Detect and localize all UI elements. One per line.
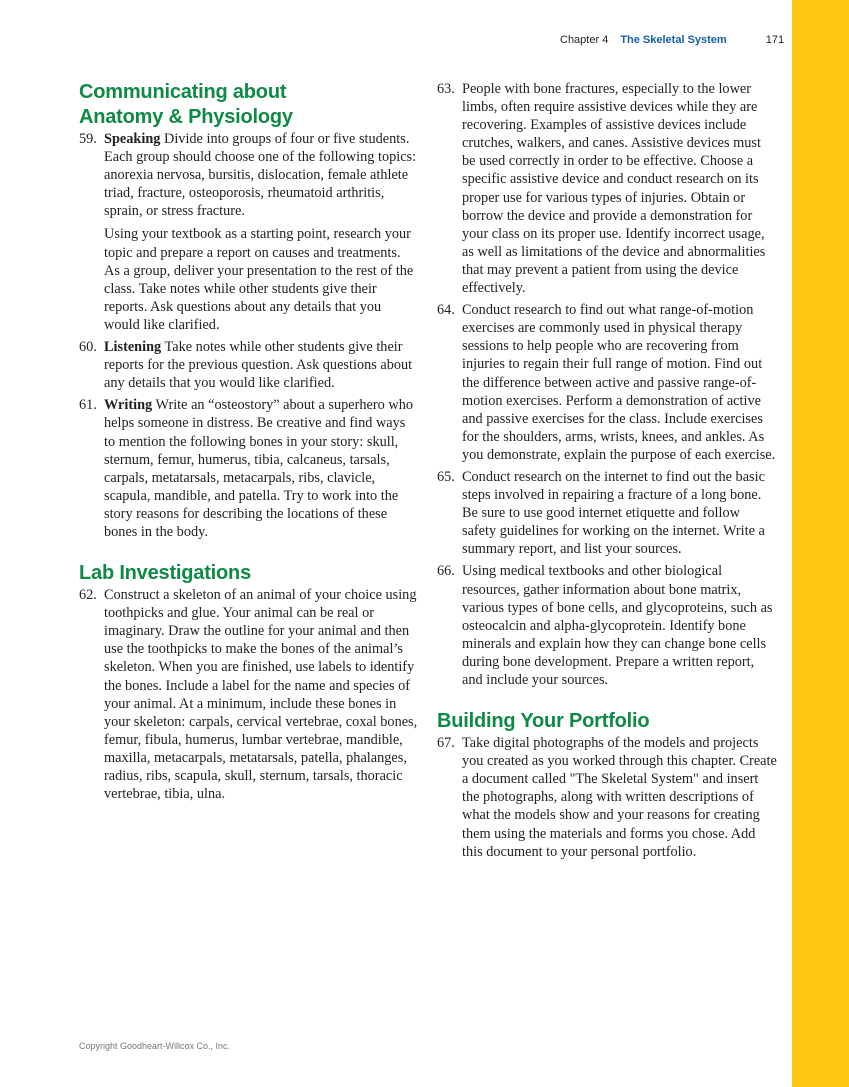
question-number: 67. (437, 735, 455, 752)
question-number: 64. (437, 302, 455, 319)
section-heading-portfolio: Building Your Portfolio (437, 710, 650, 733)
right-column (437, 80, 777, 861)
page-number: 171 (765, 34, 785, 46)
question-67 (437, 734, 777, 861)
question-text: Conduct research on the internet to find out the basic steps involved in repairing a fracture of a long bone. Be sure to use good internet etiquette and follow safety guidelines for working on the internet. Write a summary report, and list your sources. (462, 468, 765, 558)
question-63 (437, 80, 777, 297)
copyright-footer: Copyright Goodheart-Willcox Co., Inc. (79, 1041, 231, 1051)
question-59 (79, 130, 419, 220)
question-65 (437, 468, 777, 558)
question-64 (437, 301, 777, 464)
question-number: 60. (79, 339, 97, 356)
question-number: 62. (79, 587, 97, 604)
running-head (560, 34, 784, 52)
question-number: 66. (437, 563, 455, 580)
chapter-side-bar (792, 0, 849, 1087)
question-text: Using medical textbooks and other biological resources, gather information about bone matrix, various types of bone cells, and glycoproteins, such as osteocalcin and alpha-glycoprotein. Identify bone minerals and explain how they can change bone cells during bone development. Prepare a written report, and include your sources. (462, 563, 773, 688)
question-lead: Speaking (104, 131, 161, 147)
section-heading-lab: Lab Investigations (79, 562, 251, 585)
question-number: 65. (437, 468, 455, 485)
question-text: Take digital photographs of the models and projects you created as you worked through this chapter. Create a document called "The Skeletal System" and insert the photographs, along with written descriptions of what the models show and your reasons for creating them using the materials and forms you chose. Add this document to your personal portfolio. (462, 735, 777, 860)
question-number: 63. (437, 81, 455, 97)
section-heading-communicating (79, 80, 419, 130)
question-66 (437, 562, 777, 689)
question-text: Write an “osteostory” about a superhero who helps someone in distress. Be creative and find ways to mention the following bones in your story: skull, sternum, femur, humerus, tibia, calcaneus, tarsals, carpals, metatarsals, metacarpals, ribs, clavicle, scapula, mandible, and patella. Try to work into the story reasons for describing the locations of these bones in the body. (104, 397, 413, 540)
question-lead: Listening (104, 339, 162, 356)
question-text: Conduct research to find out what range-of-motion exercises are commonly used in physical therapy sessions to help people who are recovering from injuries to regain their full range of motion. Find out the difference between active and passive range-of-motion exercises. Perform a demonstration of active and passive exercises for the class. Include exercises for the shoulders, arms, wrists, knees, and ankles. As you demonstrate, explain the purpose of each exercise. (462, 302, 776, 463)
question-60 (79, 338, 419, 392)
question-61 (79, 396, 419, 541)
question-59-followup: Using your textbook as a starting point, research your topic and prepare a report on causes and treatments. As a group, deliver your presentation to the rest of the class. Take notes while other students give their reports. Ask questions about any details that you would like clarified. (104, 226, 414, 333)
question-number: 59. (79, 131, 97, 147)
question-text: Construct a skeleton of an animal of your choice using toothpicks and glue. Your animal can be real or imaginary. Draw the outline for your animal and then use the toothpicks to make the bones of the animal’s skeleton. When you are finished, use labels to identify the bones. Include a label for the name and species of your animal. At a minimum, include these bones in your skeleton: carpals, cervical vertebrae, coxal bones, femur, fibula, humerus, lumbar vertebrae, mandible, maxilla, metacarpals, metatarsals, patella, phalanges, radius, ribs, scapula, skull, sternum, tarsals, thoracic vertebrae, tibia, ulna. (104, 587, 418, 803)
question-text: People with bone fractures, especially to the lower limbs, often require assistive devices while they are recovering. Examples of assistive devices include crutches, walkers, and canes. Assistive devices must be used correctly in order to be effective. Choose a specific assistive device and conduct research on its proper use for various types of injuries. Obtain or borrow the device and provide a demonstration for your class on its proper use. Identify incorrect usage, as well as limitations of the device and abnormalities that may prevent a patient from using the device effectively. (462, 81, 766, 297)
question-text: Divide into groups of four or five students. Each group should choose one of the following topics: anorexia nervosa, bursitis, dislocation, female athlete triad, fracture, osteoporosis, rheumatoid arthritis, sprain, or stress fracture. (104, 131, 417, 220)
question-number: 61. (79, 397, 97, 414)
heading-line-2: Anatomy & Physiology (79, 106, 293, 128)
question-62 (79, 586, 419, 803)
question-lead: Writing (104, 397, 153, 414)
chapter-title: The Skeletal System (620, 34, 727, 46)
question-text: Take notes while other students give their reports for the previous question. Ask questions about any details that you would like clarified. (104, 339, 413, 392)
heading-line-1: Communicating about (79, 81, 287, 103)
left-column (79, 80, 419, 803)
chapter-label: Chapter 4 (560, 34, 609, 46)
